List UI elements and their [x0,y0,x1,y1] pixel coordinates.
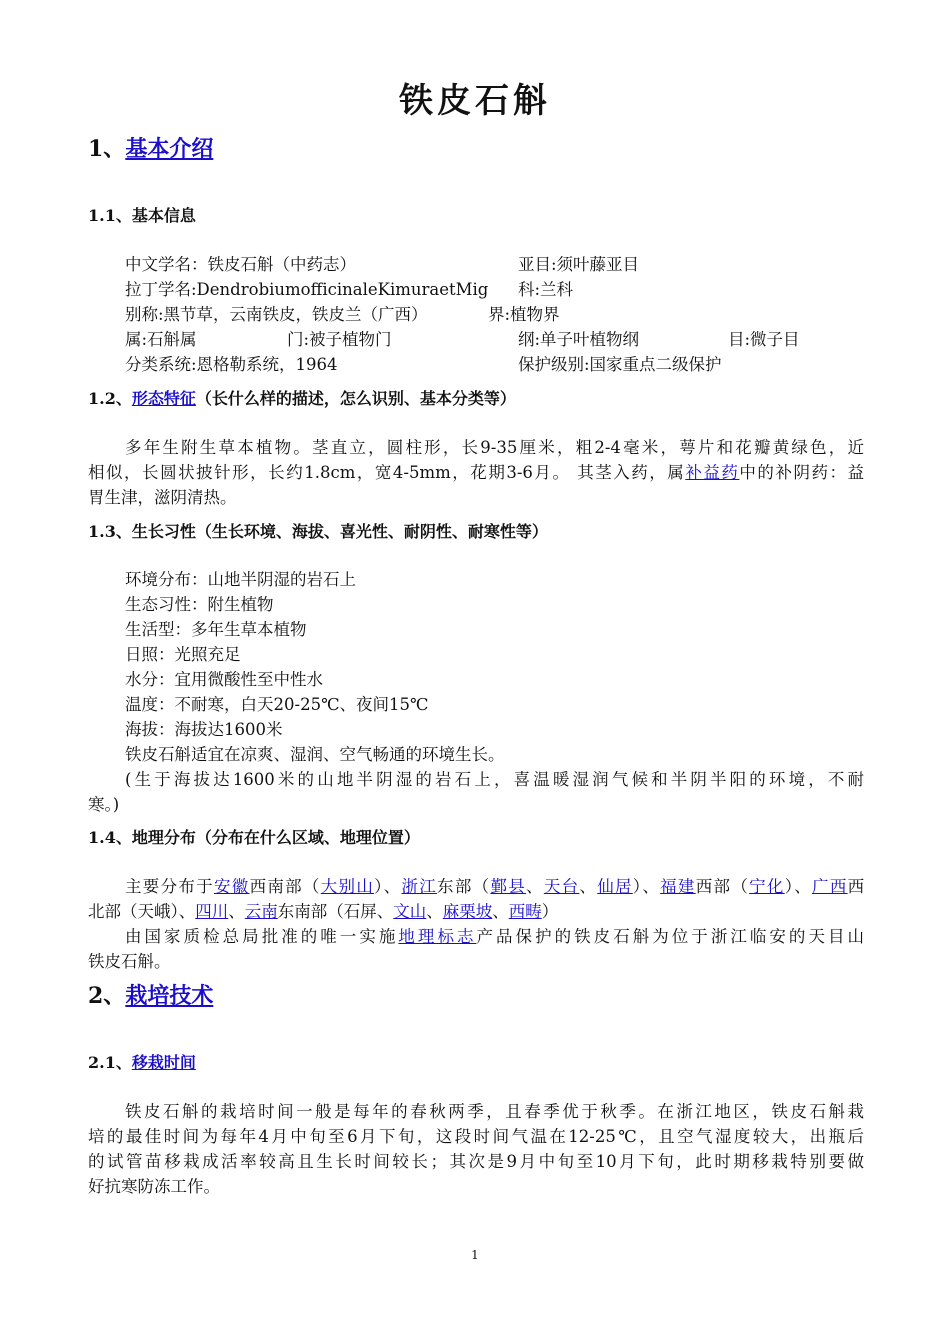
habit-line-ecology: 生态习性：附生植物 [125,595,274,614]
dist-text: ）、 [784,877,813,896]
section-2-1-link[interactable]: 移栽时间 [131,1053,196,1072]
link-guangxi[interactable]: 广西 [812,877,848,896]
dist-text: 东南部（石屏、 [277,902,394,921]
info-latin-name: 拉丁学名:DendrobiumofficinaleKimuraetMig [125,280,489,299]
link-sichuan[interactable]: 四川 [195,902,229,921]
link-zhejiang[interactable]: 浙江 [401,877,438,896]
link-xichou[interactable]: 西畴 [508,902,542,921]
section-1-2-number: 1.2、 [88,389,132,408]
habit-note-line-1: (生于海拔达1600米的山地半阴湿的岩石上，喜温暖湿润气候和半阴半阳的环境，不耐 [125,770,864,789]
section-2-1-number: 2.1、 [88,1053,132,1072]
distribution-line-4: 铁皮石斛。 [88,952,171,971]
habit-line-lifeform: 生活型：多年生草本植物 [125,620,307,639]
distribution-line-3 [88,924,864,949]
morphology-line-2-post: 中的补阴药：益 [739,463,865,482]
habit-line-environment: 环境分布：山地半阴湿的岩石上 [125,570,356,589]
habit-line-suitable: 铁皮石斛适宜在凉爽、湿润、空气畅通的环境生长。 [125,745,505,764]
link-yinxian[interactable]: 鄞县 [490,877,527,896]
dist-sep: 、 [492,902,509,921]
habit-note-line-2: 寒。) [88,795,120,814]
link-malipo[interactable]: 麻栗坡 [442,902,493,921]
morphology-line-2-pre: 相似，长圆状披针形，长约1.8cm，宽4-5mm，花期3-6月。 其茎入药，属 [88,463,686,482]
dist-text: 西南部（ [249,877,321,896]
link-tiantai[interactable]: 天台 [543,877,580,896]
section-1-2-heading [88,387,516,411]
dist-sep: 、 [526,877,544,896]
section-2-number: 2、 [88,983,126,1009]
dist-sep: 、 [228,902,245,921]
dist-text: 西部（ [695,877,750,896]
dist-text: ）、 [374,877,402,896]
section-1-3-heading [88,520,548,544]
distribution-paragraph [88,874,864,974]
morphology-line-2 [88,460,864,485]
dist-text: ） [541,902,559,921]
section-1-1-label: 基本信息 [131,206,196,225]
info-protection: 保护级别:国家重点二级保护 [518,355,722,374]
morphology-paragraph [88,435,864,510]
habit-line-sunlight: 日照：光照充足 [125,645,241,664]
section-2-link[interactable]: 栽培技术 [125,983,214,1009]
section-1-4-heading [88,826,420,850]
info-order: 目:微子目 [728,330,800,349]
dist-text: 西 [847,877,865,896]
morphology-line-3: 胃生津，滋阴清热。 [88,488,237,507]
info-class: 纲:单子叶植物纲 [518,330,640,349]
info-phylum: 门:被子植物门 [287,330,392,349]
info-family: 科:兰科 [518,280,574,299]
dist-text: 产品保护的铁皮石斛为位于浙江临安的天目山 [476,927,865,946]
info-suborder: 亚目:须叶藤亚目 [518,255,640,274]
habit-line-water: 水分：宜用微酸性至中性水 [125,670,323,689]
document-title: 铁皮石斛 [399,81,551,121]
dist-sep: 、 [579,877,598,896]
info-genus: 属:石斛属 [125,330,197,349]
section-2-1-heading [88,1051,196,1075]
dist-text: ）、 [632,877,661,896]
dist-sep: 、 [426,902,443,921]
info-cn-name: 中文学名：铁皮石斛（中药志） [125,255,356,274]
dist-text: 东部（ [437,877,491,896]
link-wenshan[interactable]: 文山 [393,902,427,921]
dist-text: 主要分布于 [125,877,214,896]
info-system: 分类系统:恩格勒系统，1964 [125,355,338,374]
info-kingdom: 界:植物界 [488,305,560,324]
transplant-line-1: 铁皮石斛的栽培时间一般是每年的春秋两季，且春季优于秋季。在浙江地区，铁皮石斛栽 [125,1102,864,1121]
link-yunnan[interactable]: 云南 [244,902,278,921]
section-2-heading [88,981,213,1011]
morphology-line-1: 多年生附生草本植物。茎直立，圆柱形，长9-35厘米，粗2-4毫米，萼片和花瓣黄绿色，近 [125,438,864,457]
page-number: 1 [471,1248,479,1262]
link-ninghua[interactable]: 宁化 [749,877,785,896]
section-1-heading [88,134,213,164]
dist-text: 北部（天峨）、 [88,902,196,921]
link-geo-indication[interactable]: 地理标志 [398,927,477,946]
section-1-3-label: 生长习性（生长环境、海拔、喜光性、耐阴性、耐寒性等） [131,522,548,541]
transplant-line-2: 培的最佳时间为每年4月中旬至6月下旬，这段时间气温在12-25℃，且空气湿度较大，出瓶后 [88,1127,864,1146]
dist-text: 由国家质检总局批准的唯一实施 [125,927,399,946]
info-alias: 别称:黑节草，云南铁皮，铁皮兰（广西） [125,305,428,324]
link-anhui[interactable]: 安徽 [213,877,250,896]
transplant-paragraph [88,1099,864,1199]
transplant-line-4: 好抗寒防冻工作。 [88,1177,220,1196]
section-1-number: 1、 [88,136,126,162]
habit-line-altitude: 海拔：海拔达1600米 [125,720,283,739]
habit-line-temperature: 温度：不耐寒，白天20-25℃、夜间15℃ [125,695,429,714]
section-1-2-link[interactable]: 形态特征 [131,389,196,408]
section-1-1-heading [88,204,196,228]
section-1-4-label: 地理分布（分布在什么区域、地理位置） [131,828,420,847]
section-1-link[interactable]: 基本介绍 [125,136,214,162]
section-1-1-number: 1.1、 [88,206,132,225]
distribution-line-1 [88,874,864,899]
habit-note-paragraph [88,767,864,817]
distribution-line-2 [88,899,864,924]
link-xianju[interactable]: 仙居 [597,877,633,896]
link-dabieshan[interactable]: 大别山 [320,877,375,896]
section-1-4-number: 1.4、 [88,828,132,847]
section-1-3-number: 1.3、 [88,522,132,541]
tonic-medicine-link[interactable]: 补益药 [685,463,740,482]
transplant-line-3: 的试管苗移栽成活率较高且生长时间较长；其次是9月中旬至10月下旬，此时期移栽特别要做 [88,1152,864,1171]
section-1-2-suffix: （长什么样的描述，怎么识别、基本分类等） [195,389,516,408]
link-fujian[interactable]: 福建 [660,877,696,896]
